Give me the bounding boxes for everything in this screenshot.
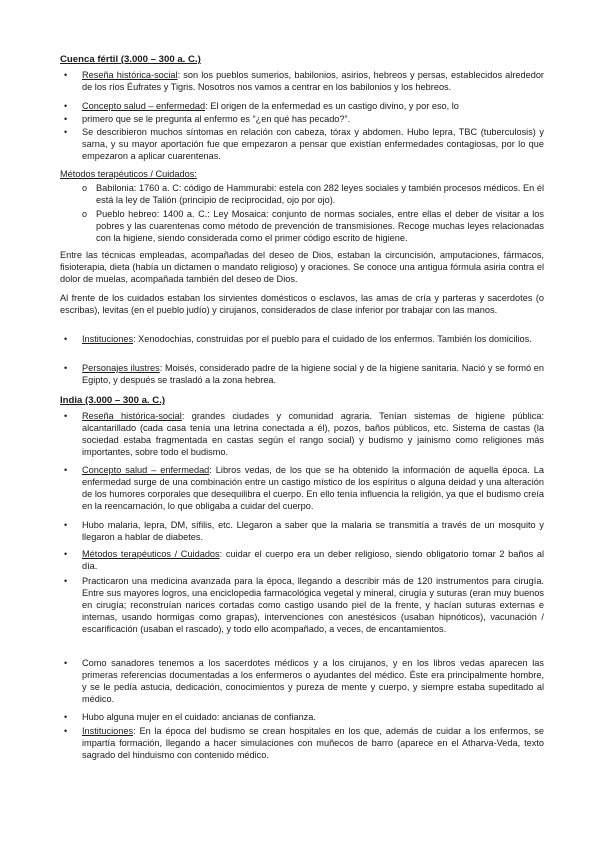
list-item (82, 548, 544, 572)
bullet: • (64, 334, 68, 344)
bullet: • (64, 712, 68, 722)
item-text: : grandes ciudades y comunidad agraria. Tenían sistemas de higiene pública: alcantarillado (cada casa tenía una letrina conectada a él), pozos, baños públicos, etc. Sistema de castas (la sociedad estaba fragmentada en castas según el rango social) y budismo y jainismo como religiones más importantes, sobre todo el budismo. (82, 411, 544, 458)
item-label: Concepto salud – enfermedad (82, 101, 206, 111)
methods-heading (60, 168, 197, 180)
item-label: Concepto salud – enfermedad (82, 465, 210, 475)
bullet: • (64, 114, 68, 124)
list-item: Como sanadores tenemos a los sacerdotes médicos y a los cirujanos, y en los libros vedas aparecen las primeras referencias documentadas a los enfermeros o ayudantes del médico. Éste era principalmente hombre, y se le pedía astucia, dedicación, conocimientos y pureza de mente y cuerpo, y siempre estaba supeditado al médico. (82, 658, 544, 705)
sub-bullet: o (82, 209, 88, 219)
bullet: • (64, 101, 68, 111)
bullet: • (64, 465, 68, 475)
list-item: Practicaron una medicina avanzada para la época, llegando a describir más de 120 instrumentos para cirugía. Entre sus mayores logros, una enciclopedia farmacológica vegetal y mineral, cirugía y suturas (eran muy buenos en cirugía; reconstruían narices cortadas como castigo usando piel de la frente, y hacían suturas externas e internas, usando hormigas como grapas), intervenciones con anestésicos (usaban hipnóticos), vacunación / escarificación (usaban el rascado), y todo ello acompañado, a veces, de encantamientos. (82, 576, 544, 635)
item-text: : En la época del budismo se crean hospitales en los que, además de cuidar a los enfermos, se impartía formación, llegando a hacer simulaciones con muñecos de barro (aparece en el Atharva-Veda, texto sagrado del hinduismo con contenido médico. (82, 726, 544, 761)
bullet: • (64, 70, 68, 80)
sub-bullet: o (82, 183, 88, 193)
sub-list-item: Babilonia: 1760 a. C: código de Hammurabi: estela con 282 leyes sociales y también procesos médicos. En él está la ley de Talión (principio de reciprocidad, ojo por ojo). (96, 183, 544, 206)
item-text: : cuidar el cuerpo era un deber religioso, siendo obligatorio tomar 2 baños al día. (82, 549, 544, 572)
item-label: Personajes ilustres (82, 363, 160, 373)
item-text: : Xenodochias, construidas por el pueblo para el cuidado de los enfermos. También los domicilios. (133, 334, 532, 344)
item-label: Reseña histórica-social (82, 411, 182, 421)
bullet: • (64, 127, 68, 137)
item-text: : Libros vedas, de los que se ha obtenido la información de aquella época. La enfermedad surge de una combinación entre un castigo místico de los espíritus o alguna deidad y una alteración de los humores corporales que desequilibra el cuerpo. En ello tenía influencia la religión, ya que el budismo creía en la reencarnación, lo que obligaba a cuidar del cuerpo. (82, 465, 544, 512)
list-item (82, 69, 544, 93)
bullet: • (64, 549, 68, 559)
list-item (82, 410, 544, 458)
methods-colon: : (194, 169, 197, 179)
list-item (82, 100, 544, 112)
list-item (82, 464, 544, 512)
sub-list-item: Pueblo hebreo: 1400 a. C.: Ley Mosaica: conjunto de normas sociales, entre ellas el deber de visitar a los pobres y las cuarentenas como método de prevención de transmisiones. Recoge muchas leyes relacionadas con la higiene, siendo considerada como el primer código escrito de higiene. (96, 209, 544, 244)
list-item: Se describieron muchos síntomas en relación con cabeza, tórax y abdomen. Hubo lepra, TBC (tuberculosis) y sarna, y su mayor aportación fue que empezaron a pensar que existían enfermedades contagiosas, por lo que empezaron a aplicar cuarentenas. (82, 127, 544, 162)
item-label: Reseña histórica-social (82, 70, 178, 80)
methods-title: Métodos terapéuticos / Cuidados (60, 169, 195, 179)
item-label: Instituciones (82, 334, 134, 344)
list-item (82, 362, 544, 386)
item-text: : Moisés, considerado padre de la higiene social y de la higiene sanitaria. Nació y se formó en Egipto, y después se trasladó a la zona hebrea. (82, 363, 544, 386)
list-item (82, 725, 544, 761)
bullet: • (64, 520, 68, 530)
bullet: • (64, 726, 68, 736)
item-text: : El origen de la enfermedad es un castigo divino, y por eso, lo (205, 101, 459, 111)
item-text: : son los pueblos sumerios, babilonios, asirios, hebreos y persas, establecidos alrededor de los ríos Éufrates y Tigris. Nosotros nos vamos a centrar en los babilonios y los hebreos. (82, 70, 544, 93)
paragraph: Al frente de los cuidados estaban los sirvientes domésticos o esclavos, las amas de cría y parteras y sacerdotes (o escribas), levitas (en el pueblo judío) y cirujanos, considerados de clase inferior por trabajar con las manos. (60, 293, 544, 316)
bullet: • (64, 658, 68, 668)
section-title-cuenca-fertil: Cuenca fértil (3.000 – 300 a. C.) (60, 54, 201, 65)
bullet: • (64, 363, 68, 373)
list-item: Hubo malaria, lepra, DM, sífilis, etc. Llegaron a saber que la malaria se transmitía a través de un mosquito y llegaron a hablar de diabetes. (82, 520, 544, 543)
bullet: • (64, 411, 68, 421)
bullet: • (64, 576, 68, 586)
paragraph: Entre las técnicas empleadas, acompañadas del deseo de Dios, estaban la circuncisión, amputaciones, fármacos, fisioterapia, dieta (había un dictamen o mandato religioso) y oraciones. Se conoce una antigua fórmula asiria contra el dolor de muelas, acompañada también del deseo de Dios. (60, 250, 544, 285)
item-label: Métodos terapéuticos / Cuidados (82, 549, 220, 559)
list-item: primero que se le pregunta al enfermo es “¿en qué has pecado?”. (82, 114, 351, 124)
section-title-india: India (3.000 – 300 a. C.) (60, 395, 166, 406)
list-item (82, 333, 544, 345)
item-label: Instituciones (82, 726, 134, 736)
list-item: Hubo alguna mujer en el cuidado: ancianas de confianza. (82, 712, 316, 722)
